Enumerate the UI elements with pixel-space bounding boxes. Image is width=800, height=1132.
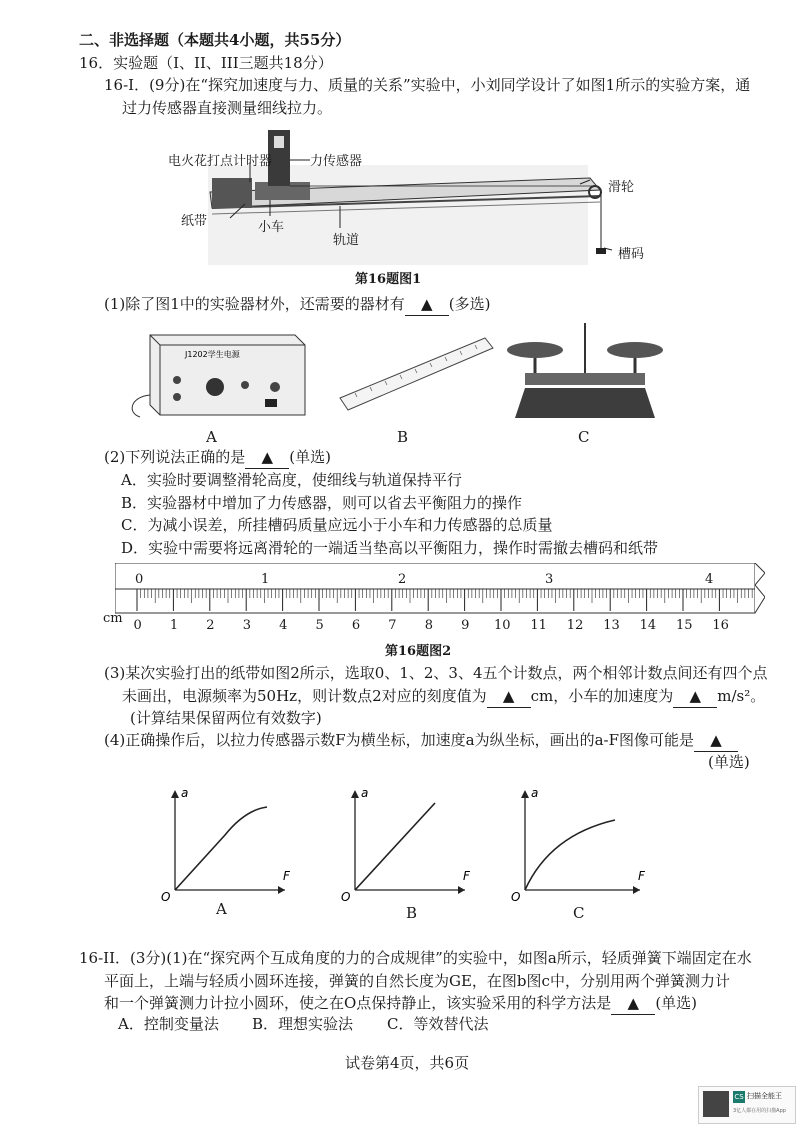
badge-subtitle: 3亿人都在用的扫描App (733, 1108, 786, 1114)
graph-a-y-label: a (181, 786, 189, 800)
tape-mark-4: 4 (705, 572, 714, 587)
ruler-number: 5 (315, 618, 324, 633)
q3-line1: (3)某次实验打出的纸带如图2所示，选取0、1、2、3、4五个计数点，两个相邻计数点间还有四个点 (104, 664, 768, 682)
q1-text: (1)除了图1中的实验器材外，还需要的器材有 (104, 295, 405, 313)
tape-mark-2: 2 (398, 572, 407, 587)
q16-2-text: 和一个弹簧测力计拉小圆环，使之在O点保持静止，该实验采用的科学方法是 (104, 994, 612, 1012)
ruler-number: 16 (712, 618, 729, 633)
ruler-number: 4 (279, 618, 288, 633)
q2-type: (单选) (289, 448, 331, 466)
q16-2-line2: 平面上，上端与轻质小圆环连接，弹簧的自然长度为GE，在图b图c中，分别用两个弹簧测力计 (104, 972, 730, 990)
graph-c-origin: O (511, 890, 521, 904)
ruler-number: 0 (133, 618, 142, 633)
scanner-badge (698, 1086, 796, 1124)
figure-2 (115, 563, 765, 615)
q3-answer-blank-1[interactable]: ▲ (487, 685, 531, 708)
label-force-sensor: 力传感器 (310, 154, 363, 169)
graph-a-x-label: F (283, 869, 290, 883)
q3-text-b: cm，小车的加速度为 (530, 687, 674, 705)
ruler-number: 1 (169, 618, 179, 633)
q16-2-option-a: A．控制变量法 (118, 1015, 219, 1033)
q2-answer-blank[interactable]: ▲ (245, 446, 289, 469)
ruler-number: 10 (494, 618, 511, 633)
tape-and-ruler (115, 563, 765, 615)
page-footer: 试卷第4页，共6页 (345, 1054, 470, 1072)
label-pulley: 滑轮 (608, 180, 635, 195)
q4-line1 (104, 729, 738, 752)
option-b-label: B (397, 428, 409, 446)
q16-2-line3 (104, 992, 697, 1015)
power-supply-title: J1202学生电源 (185, 350, 240, 359)
q3-answer-blank-2[interactable]: ▲ (673, 685, 717, 708)
q16-2-line1: 16-II．(3分)(1)在“探究两个互成角度的力的合成规律”的实验中，如图a所示，轻质弹簧下端固定在水 (79, 949, 752, 967)
q3-line3: (计算结果保留两位有效数字) (130, 709, 322, 727)
ruler-number: 15 (676, 618, 693, 633)
figure-1-apparatus (150, 120, 670, 270)
q16-1-intro-line2: 过力传感器直接测量细线拉力。 (122, 99, 333, 117)
ruler-number: 3 (242, 618, 251, 633)
graph-c (505, 785, 650, 905)
ruler-unit: cm (103, 611, 123, 626)
q2-option-b: B．实验器材中增加了力传感器，则可以省去平衡阻力的操作 (121, 494, 523, 512)
ruler-number: 6 (351, 618, 361, 633)
q2-option-a: A．实验时要调整滑轮高度，使细线与轨道保持平行 (121, 471, 462, 489)
q2-text: (2)下列说法正确的是 (104, 448, 246, 466)
ruler-number: 9 (461, 618, 470, 633)
ruler-number: 12 (566, 618, 584, 633)
q3-text-a: 未画出，电源频率为50Hz，则计数点2对应的刻度值为 (122, 687, 487, 705)
q3-text-c: m/s²。 (717, 687, 766, 705)
label-cart: 小车 (258, 220, 285, 235)
option-c-label: C (578, 428, 590, 446)
q16-2-answer-blank[interactable]: ▲ (611, 992, 655, 1015)
label-track: 轨道 (333, 233, 360, 248)
q2-option-c: C．为减小误差，所挂槽码质量应远小于小车和力传感器的总质量 (121, 516, 553, 534)
q3-line2 (122, 685, 765, 708)
q4-answer-blank[interactable]: ▲ (694, 729, 738, 752)
graph-a-origin: O (161, 890, 171, 904)
q1-type: (多选) (448, 295, 491, 313)
q16-2-option-b: B．理想实验法 (252, 1015, 354, 1033)
graph-b-label: B (406, 904, 418, 922)
q2-option-d: D．实验中需要将远离滑轮的一端适当垫高以平衡阻力，操作时需撤去槽码和纸带 (121, 539, 659, 557)
graph-b-y-label: a (361, 786, 369, 800)
label-weights: 槽码 (618, 247, 645, 262)
qr-code-icon (703, 1091, 729, 1117)
option-c-balance-image (505, 318, 665, 423)
q16-1-intro-line1: 16-I．(9分)在“探究加速度与力、质量的关系”实验中，小刘同学设计了如图1所示的实验方案，通 (104, 76, 751, 94)
figure-2-caption: 第16题图2 (385, 644, 452, 659)
section-header: 二、非选择题（本题共4小题，共55分） (79, 31, 351, 49)
option-b-ruler-image (335, 330, 495, 420)
badge-logo: CS (734, 1093, 744, 1101)
graph-b-x-label: F (463, 869, 470, 883)
q16-2-type: (单选) (655, 994, 698, 1012)
q4-type: (单选) (708, 753, 750, 771)
ruler-number: 11 (530, 618, 547, 633)
ruler-number: 13 (603, 618, 620, 633)
graph-b (335, 785, 475, 905)
q16-title: 16．实验题（I、II、III三题共18分） (79, 54, 333, 72)
q2-stem (104, 446, 331, 469)
tape-mark-3: 3 (545, 572, 554, 587)
figure-1-caption: 第16题图1 (355, 272, 422, 287)
q1-answer-blank[interactable]: ▲ (405, 293, 449, 316)
graph-c-x-label: F (638, 869, 645, 883)
graph-a (155, 785, 295, 905)
option-a-power-supply-image (125, 325, 315, 425)
q16-2-option-c: C．等效替代法 (387, 1015, 489, 1033)
ruler-number: 8 (424, 618, 433, 633)
ruler-numbers (0, 618, 800, 636)
graph-c-y-label: a (531, 786, 539, 800)
tape-mark-0: 0 (135, 572, 144, 587)
label-tape: 纸带 (181, 214, 208, 229)
tape-mark-1: 1 (261, 572, 270, 587)
ruler-number: 2 (206, 618, 215, 633)
q1-stem (104, 293, 491, 316)
graph-a-label: A (216, 900, 227, 918)
q4-text: (4)正确操作后，以拉力传感器示数F为横坐标，加速度a为纵坐标，画出的a-F图像可能是 (104, 731, 695, 749)
graph-c-label: C (573, 904, 585, 922)
ruler-number: 7 (388, 618, 397, 633)
label-timer: 电火花打点计时器 (168, 154, 273, 169)
option-a-label: A (206, 428, 217, 446)
ruler-number: 14 (639, 618, 657, 633)
badge-title: 扫描全能王 (747, 1092, 782, 1100)
graph-b-origin: O (341, 890, 351, 904)
